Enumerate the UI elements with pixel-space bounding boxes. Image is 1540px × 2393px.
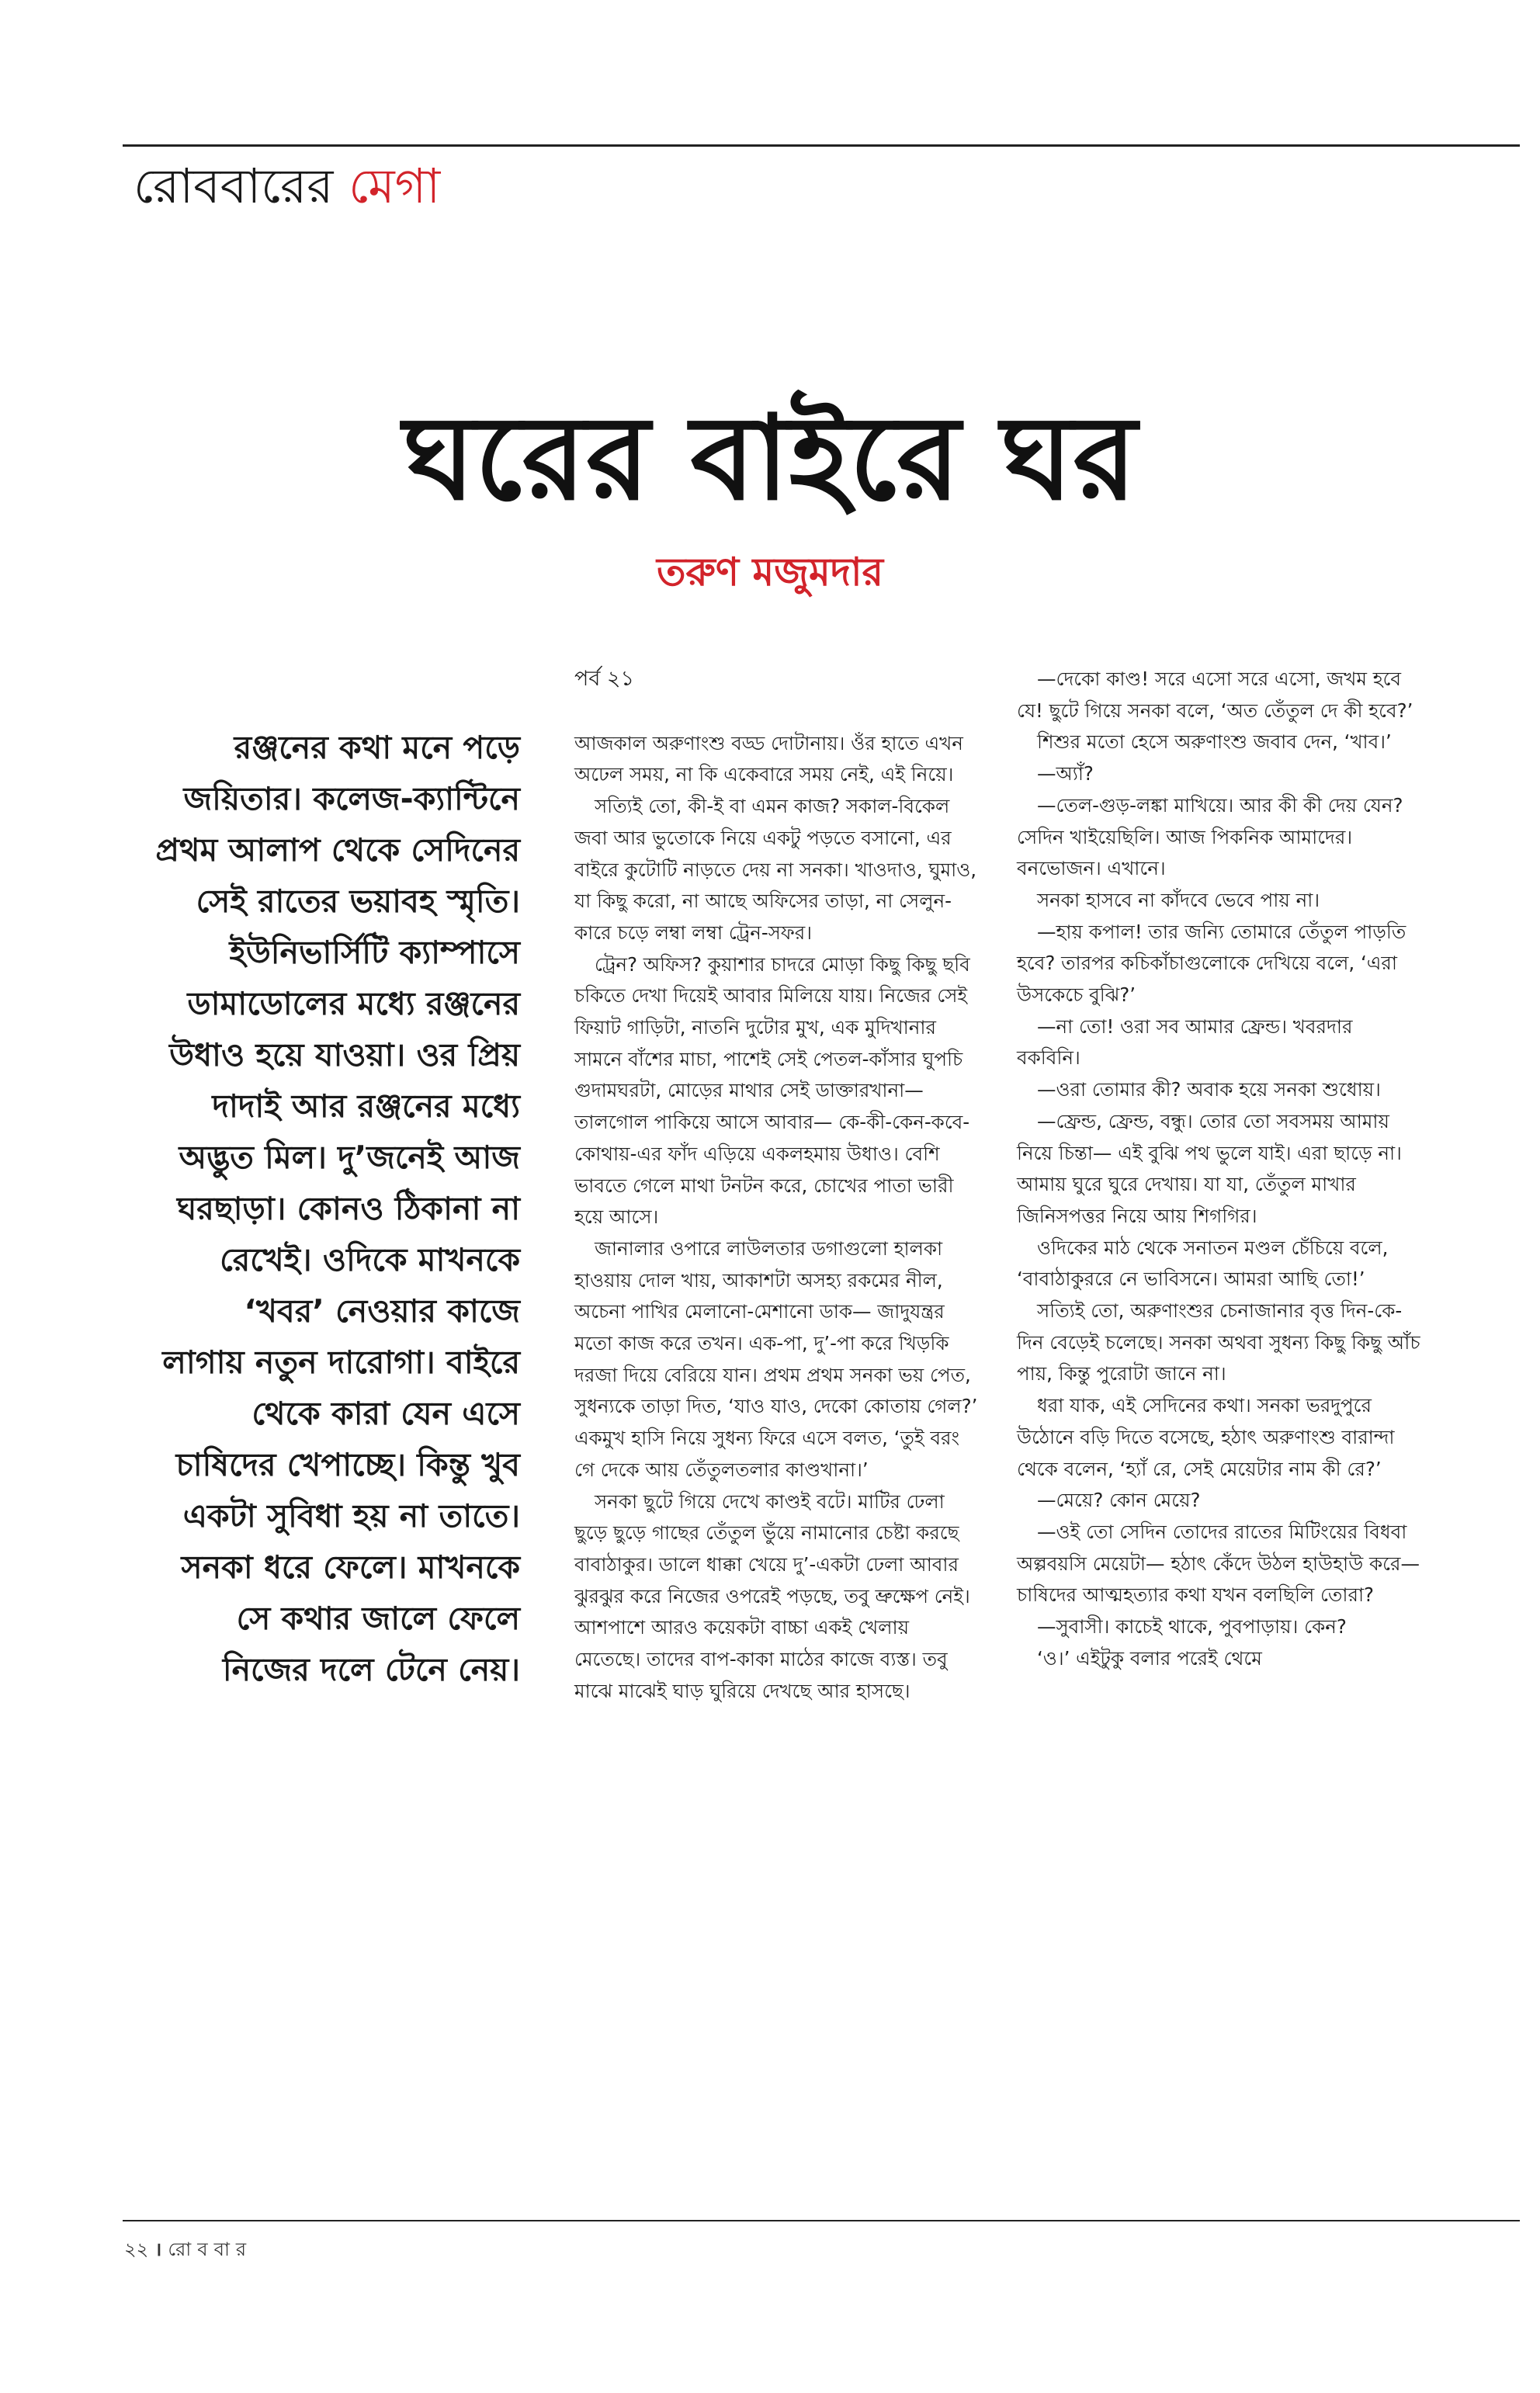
paragraph: সনকা ছুটে গিয়ে দেখে কাণ্ডই বটে। মাটির ঢেলা ছুড়ে ছুড়ে গাছের তেঁতুল ভুঁয়ে নামানোর চেষ্টা করছে বাবাঠাকুর। ডালে ধাক্কা খেয়ে দু’-একটা ঢেলা আবার ঝুরঝুর করে নিজের ওপরেই পড়ছে, তবু ভ্রুক্ষেপ নেই। আশপাশে আরও কয়েকটা বাচ্চা একই খেলায় মেতেছে। তাদের বাপ-কাকা মাঠের কাজে ব্যস্ত। তবু মাঝে মাঝেই ঘাড় ঘুরিয়ে দেখছে আর হাসছে। <box>574 1490 970 1702</box>
article-title: ঘরের বাইরে ঘর <box>403 390 1137 526</box>
page-footer <box>124 2235 252 2266</box>
paragraph: —ফ্রেন্ড, ফ্রেন্ড, বন্ধু। তোর তো সবসময় আমায় নিয়ে চিন্তা— এই বুঝি পথ ভুলে যাই। এরা ছাড়ে না। আমায় ঘুরে ঘুরে দেখায়। যা যা, তেঁতুল মাখার জিনিসপত্তর নিয়ে আয় শিগগির। <box>1017 1109 1402 1227</box>
body-column-3 <box>1017 664 1420 1675</box>
paragraph: ট্রেন? অফিস? কুয়াশার চাদরে মোড়া কিছু কিছু ছবি চকিতে দেখা দিয়েই আবার মিলিয়ে যায়। নিজের সেই ফিয়াট গাড়িটা, নাতনি দুটোর মুখ, এক মুদিখানার সামনে বাঁশের মাচা, পাশেই সেই পেতল-কাঁসার ঘুপচি গুদামঘরটা, মোড়ের মাথার সেই ডাক্তারখানা— তালগোল পাকিয়ে আসে আবার— কে-কী-কেন-কবে-কোথায়-এর ফাঁদ এড়িয়ে একলহমায় উধাও। বেশি ভাবতে গেলে মাথা টনটন করে, চোখের পাতা ভারী হয়ে আসে। <box>574 952 970 1229</box>
episode-label: পর্ব ২১ <box>574 667 635 691</box>
paragraph: সনকা হাসবে না কাঁদবে ভেবে পায় না। <box>1037 888 1320 911</box>
paragraph: ওদিকের মাঠ থেকে সনাতন মণ্ডল চেঁচিয়ে বলে, ‘বাবাঠাকুররে নে ভাবিসনে। আমরা আছি তো!’ <box>1017 1236 1389 1291</box>
bottom-rule <box>123 2220 1520 2221</box>
paragraph: —ওরা তোমার কী? অবাক হয়ে সনকা শুধোয়। <box>1037 1078 1381 1101</box>
paragraph: —দেকো কাণ্ড! সরে এসো সরে এসো, জখম হবে যে! ছুটে গিয়ে সনকা বলে, ‘অত তেঁতুল দে কী হবে?’ <box>1017 668 1413 722</box>
paragraph: জানালার ওপারে লাউলতার ডগাগুলো হালকা হাওয়ায় দোল খায়, আকাশটা অসহ্য রকমের নীল, অচেনা পাখির মেলানো-মেশানো ডাক— জাদুযন্ত্রর মতো কাজ করে তখন। এক-পা, দু’-পা করে খিড়কি দরজা দিয়ে বেরিয়ে যান। প্রথম প্রথম সনকা ভয় পেত, সুধন্যকে তাড়া দিত, ‘যাও যাও, দেকো কোতায় গেল?’ একমুখ হাসি নিয়ে সুধন্য ফিরে এসে বলত, ‘তুই বরং গে দেকে আয় তেঁতুলতলার কাণ্ডখানা।’ <box>574 1236 978 1481</box>
paragraph: আজকাল অরুণাংশু বড্ড দোটানায়। ওঁর হাতে এখন অঢেল সময়, না কি একেবারে সময় নেই, এই নিয়ে। <box>574 731 963 786</box>
section-header <box>134 155 440 217</box>
paragraph: —হায় কপাল! তার জন্যি তোমারে তেঁতুল পাড়তি হবে? তারপর কচিকাঁচাগুলোকে দেখিয়ে বলে, ‘এরা উসকেচে বুঝি?’ <box>1017 920 1406 1007</box>
paragraph: ধরা যাক, এই সেদিনের কথা। সনকা ভরদুপুরে উঠোনে বড়ি দিতে বসেছে, হঠাৎ অরুণাংশু বারান্দা থেকে বলেন, ‘হ্যাঁ রে, সেই মেয়েটার নাম কী রে?’ <box>1017 1394 1395 1480</box>
page-number: ২২ <box>124 2239 149 2260</box>
paragraph: —সুবাসী। কাচেই থাকে, পুবপাড়ায়। কেন? <box>1037 1615 1347 1639</box>
body-column-2 <box>574 664 978 1708</box>
paragraph: —মেয়ে? কোন মেয়ে? <box>1037 1489 1201 1512</box>
paragraph: —অ্যাঁ? <box>1037 762 1094 786</box>
article-author: তরুণ মজুমদার <box>656 550 884 595</box>
footer-separator: । <box>154 2239 162 2260</box>
paragraph: —তেল-গুড়-লঙ্কা মাখিয়ে। আর কী কী দেয় যেন? সেদিন খাইয়েছিলি। আজ পিকনিক আমাদের। বনভোজন। এখানে। <box>1017 793 1403 880</box>
paragraph: —ওই তো সেদিন তোদের রাতের মিটিংয়ের বিধবা অল্পবয়সি মেয়েটা— হঠাৎ কেঁদে উঠল হাউহাউ করে— চাষিদের আত্মহত্যার কথা যখন বলছিলি তোরা? <box>1017 1520 1420 1607</box>
section-highlight: মেগা <box>349 158 441 214</box>
magazine-name: রোববার <box>168 2239 253 2260</box>
section-prefix: রোববারের <box>134 158 334 214</box>
paragraph: ‘ও।’ এইটুকু বলার পরেই থেমে <box>1037 1646 1262 1670</box>
pull-quote: রঞ্জনের কথা মনে পড়ে জয়িতার। কলেজ-ক্যান্টিনে প্রথম আলাপ থেকে সেদিনের সেই রাতের ভয়াবহ স্মৃতি। ইউনিভার্সিটি ক্যাম্পাসে ডামাডোলের মধ্যে রঞ্জনের উধাও হয়ে যাওয়া। ওর প্রিয় দাদাই আর রঞ্জনের মধ্যে অদ্ভুত মিল। দু’জনেই আজ ঘরছাড়া। কোনও ঠিকানা না রেখেই। ওদিকে মাখনকে ‘খবর’ নেওয়ার কাজে লাগায় নতুন দারোগা। বাইরে থেকে কারা যেন এসে চাষিদের খেপাচ্ছে। কিন্তু খুব একটা সুবিধা হয় না তাতে। সনকা ধরে ফেলে। মাখনকে সে কথার জালে ফেলে নিজের দলে টেনে নেয়। <box>155 729 520 1688</box>
paragraph: —না তো! ওরা সব আমার ফ্রেন্ড। খবরদার বকবিনি। <box>1017 1014 1353 1070</box>
paragraph: সত্যিই তো, কী-ই বা এমন কাজ? সকাল-বিকেল জবা আর ভুতোকে নিয়ে একটু পড়তে বসানো, এর বাইরে কুটোটি নাড়তে দেয় না সনকা। খাওদাও, ঘুমাও, যা কিছু করো, না আছে অফিসের তাড়া, না সেলুন-কারে চড়ে লম্বা লম্বা ট্রেন-সফর। <box>574 795 977 944</box>
top-rule <box>123 144 1520 147</box>
paragraph: সত্যিই তো, অরুণাংশুর চেনাজানার বৃত্ত দিন-কে-দিন বেড়েই চলেছে। সনকা অথবা সুধন্য কিছু কিছু আঁচ পায়, কিন্তু পুরোটা জানে না। <box>1017 1299 1420 1386</box>
paragraph: শিশুর মতো হেসে অরুণাংশু জবাব দেন, ‘খাব।’ <box>1037 730 1392 754</box>
